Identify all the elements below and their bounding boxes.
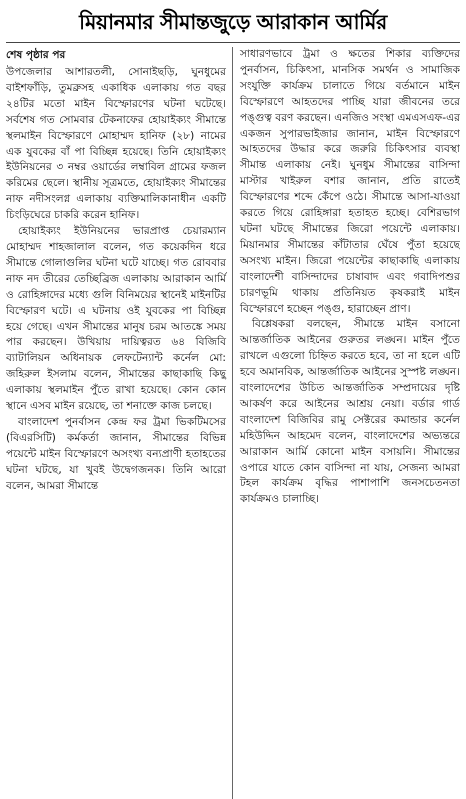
left-column: [6, 47, 232, 799]
article-columns: [6, 47, 460, 799]
right-paragraph-1: সাধারণভাবে ট্রমা ও ক্ষতের শিকার ব্যক্তিদের পুনর্বাসন, চিকিৎসা, মানসিক সমর্থন ও সামাজিক সংযুক্তি কার্যক্রম চালাতে গিয়ে বর্তমানে মাইন বিস্ফোরণে আহতদের পাচ্ছি যারা জীবনের তরে পঙ্গুত্ব বরণ করছেন। এনজিও সংস্থা এমএসএফ-এর একজন সুপারভাইজার জানান, মাইন বিস্ফোরণে আহতদের উদ্ধার করে জরুরি চিকিৎসার ব্যবস্থা সীমান্ত এলাকায় নেই। ঘুনধুম সীমান্তের বাসিন্দা মাস্টার খাইরুল বশার জানান, প্রতি রাতেই বিস্ফোরণের শব্দে কেঁপে ওঠে। সীমান্তে আসা-যাওয়া করতে গিয়ে রোহিঙ্গারা হতাহত হচ্ছে। বেশিরভাগ ঘটনা ঘটছে সীমান্তের জিরো পয়েন্টে এলাকায়। মিয়ানমার সীমান্তের কাঁটাতার ঘেঁষে পুঁতা হয়েছে অসংখ্য মাইন। জিরো পয়েন্টের কাছাকাছি এলাকায় বাংলাদেশী বাসিন্দাদের চাষাবাদ এবং গবাদিপশুর চারণভূমি থাকায় প্রতিনিয়ত কৃষকরাই মাইন বিস্ফোরণে হচ্ছেন পঙ্গু, হারাচ্ছেন প্রাণ।: [239, 48, 460, 315]
left-paragraph-1: উপজেলার আশারতলী, সোনাইছড়ি, ঘুনধুমের বাইশফাঁড়ি, তুমব্রুসহ একাধিক এলাকায় গত বছর ২৪টির মতো মাইন বিস্ফোরণের ঘটনা ঘটেছে। সর্বশেষ গত সোমবার টেকনাফের হোয়াইক্যং সীমান্তে স্থলমাইন বিস্ফোরণে মোহাম্মদ হানিফ (২৮) নামের এক যুবকের বাঁ পা বিচ্ছিন্ন হয়েছে। তিনি হোয়াইক্যং ইউনিয়নের ৩ নম্বর ওয়ার্ডের লম্বাবিল গ্রামের ফজল করিমের ছেলে। স্থানীয় সূত্রমতে, হোয়াইক্যং সীমান্তের নাফ নদীসংলগ্ন এলাকায় ব্যক্তিমালিকানাধীন একটি চিংড়িঘেরে চাকরি করেন হানিফ।: [6, 66, 226, 222]
right-paragraph-2: বিশ্লেষকরা বলছেন, সীমান্তে মাইন বসানো আন্তর্জাতিক আইনের গুরুতর লঙ্ঘন। মাইন পুঁতে রাখলে এগুলো চিহ্নিত করতে হবে, তা না হলে এটি হবে অমানবিক, আন্তর্জাতিক আইনের সুস্পষ্ট লঙ্ঘন। বাংলাদেশের উচিত আন্তর্জাতিক সম্প্রদায়ের দৃষ্টি আকর্ষণ করে আইনের আশ্রয় নেয়া। বর্ডার গার্ড বাংলাদেশ বিজিবির রামু সেক্টরের কমান্ডার কর্নেল মহিউদ্দিন আহমেদ বলেন, বাংলাদেশের অভ্যন্তরে আরাকান আর্মি কোনো মাইন বসায়নি। সীমান্তের ওপারে যাতে কোন বাসিন্দা না যায়, সেজন্য আমরা টহল কার্যক্রম বৃদ্ধির পাশাপাশি জনসচেতনতা কার্যক্রমও চালাচ্ছি।: [239, 318, 460, 506]
continued-from-label: শেষ পৃষ্ঠার পর: [6, 49, 66, 61]
right-column: [233, 47, 460, 799]
headline: মিয়ানমার সীমান্তজুড়ে আরাকান আর্মির: [79, 10, 387, 34]
left-paragraph-2: হোয়াইক্যং ইউনিয়নের ভারপ্রাপ্ত চেয়ারম্যান মোহাম্মদ শাহজালাল বলেন, গত কয়েকদিন ধরে সীমান্তে গোলাগুলির ঘটনা ঘটে যাচ্ছে। গত রোববার নাফ নদ তীরের তেচ্ছিব্রিজ এলাকায় আরাকান আর্মি ও রোহিঙ্গাদের মধ্যে গুলি বিনিময়ের স্থানেই মাইনটির বিস্ফোরণ ঘটে। এ ঘটনায় ওই যুবকের পা বিচ্ছিন্ন হয়ে গেছে। এখন সীমান্তের মানুষ চরম আতঙ্কে সময় পার করছেন। উখিয়ায় দায়িত্বরত ৬৪ বিজিবি ব্যাটালিয়ন অধিনায়ক লেফটেন্যান্ট কর্নেল মো: জহিরুল ইসলাম বলেন, সীমান্তের কাছাকাছি কিছু এলাকায় স্থলমাইন পুঁতে রাখা হয়েছে। কোন কোন স্থানে এসব মাইন রয়েছে, তা শনাক্তে কাজ চলছে।: [6, 225, 226, 413]
headline-rule: [6, 42, 460, 43]
left-paragraph-3: বাংলাদেশ পুনর্বাসন কেন্দ্র ফর ট্রমা ভিকটিমসের (বিএরসিটি) কর্মকর্তা জানান, সীমান্তের বিভিন্ন পয়েন্টে মাইন বিস্ফোরণে অসংখ্য বন্যপ্রাণী হতাহতের ঘটনা ঘটছে, যা খুবই উদ্বেগজনক। তিনি আরো বলেন, আমরা সীমান্তে: [6, 415, 226, 492]
